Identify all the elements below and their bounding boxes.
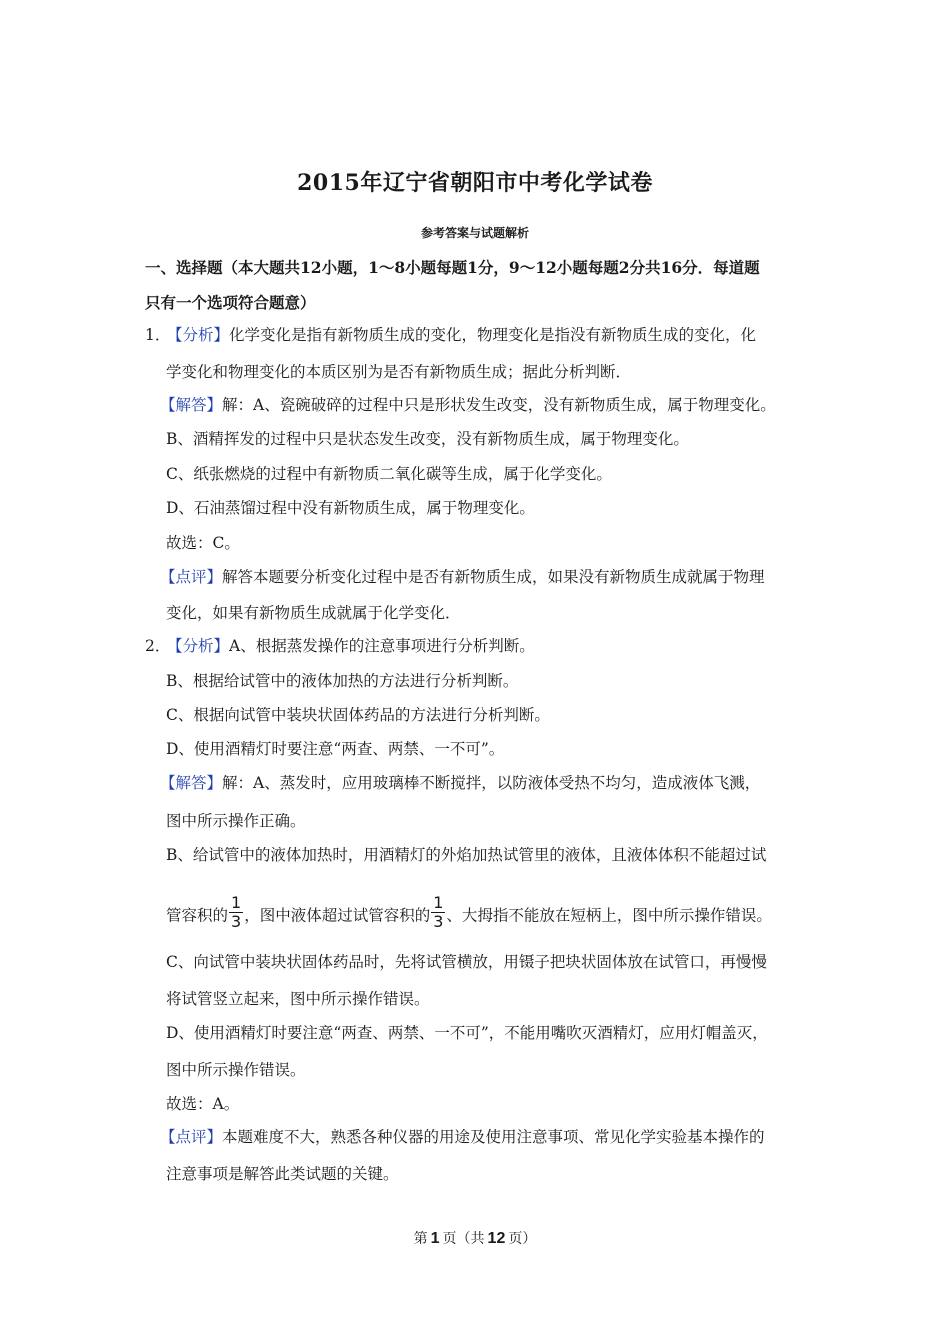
- q2-answer-b2: [166, 893, 772, 935]
- q1-answer-c: C、纸张燃烧的过程中有新物质二氧化碳等生成，属于化学变化。: [166, 465, 612, 483]
- q1-number: 1．: [145, 326, 171, 344]
- q1-analysis-text-1: 化学变化是指有新物质生成的变化，物理变化是指没有新物质生成的变化，化: [229, 326, 757, 344]
- q1-analysis-line1: [145, 324, 756, 346]
- fraction-numerator: 1: [433, 893, 444, 912]
- q1-comment-text-1: 解答本题要分析变化过程中是否有新物质生成，如果没有新物质生成就属于物理: [222, 568, 765, 586]
- comment-tag: 【点评】: [160, 568, 223, 586]
- q2-comment-text-1: 本题难度不大，熟悉各种仪器的用途及使用注意事项、常见化学实验基本操作的: [222, 1128, 765, 1146]
- fraction-denominator: 3: [231, 912, 242, 931]
- section-heading-line2: 只有一个选项符合题意）: [145, 293, 316, 312]
- q2-answer-a1: 解：A、蒸发时，应用玻璃棒不断搅拌，以防液体受热不均匀，造成液体飞溅，: [222, 774, 761, 792]
- footer-post: 页）: [508, 1231, 537, 1247]
- section-heading-line1: 一、选择题（本大题共12小题，1～8小题每题1分，9～12小题每题2分共16分．每道题: [145, 258, 760, 277]
- footer-total-pages: 12: [487, 1230, 506, 1247]
- fraction-denominator: 3: [433, 912, 444, 931]
- footer-mid: 页（共: [442, 1231, 485, 1247]
- q2-answer-line-a1: [160, 772, 760, 794]
- q2-answer-c2: 将试管竖立起来，图中所示操作错误。: [166, 990, 430, 1008]
- q1-answer-a: 解：A、瓷碗破碎的过程中只是形状发生改变，没有新物质生成，属于物理变化。: [222, 396, 776, 414]
- q1-comment-line1: [160, 566, 765, 588]
- q1-choice: 故选：C。: [166, 534, 240, 552]
- q1-answer-b: B、酒精挥发的过程中只是状态发生改变，没有新物质生成，属于物理变化。: [166, 430, 689, 448]
- page-title: 2015年辽宁省朝阳市中考化学试卷: [297, 170, 653, 196]
- q2-analysis-c: C、根据向试管中装块状固体药品的方法进行分析判断。: [166, 706, 550, 724]
- q2-answer-b2-post: 、大拇指不能放在短柄上，图中所示操作错误。: [446, 906, 772, 925]
- q2-comment-line1: [160, 1126, 765, 1148]
- q2-answer-c1: C、向试管中装块状固体药品时，先将试管横放，用镊子把块状固体放在试管口，再慢慢: [166, 953, 767, 971]
- comment-tag: 【点评】: [160, 1128, 223, 1146]
- q2-analysis-a: A、根据蒸发操作的注意事项进行分析判断。: [229, 637, 535, 655]
- fraction-one-third: [229, 894, 243, 931]
- page-footer: [0, 1228, 950, 1248]
- q2-answer-b2-mid: ，图中液体超过试管容积的: [244, 906, 431, 925]
- q2-choice: 故选：A。: [166, 1095, 240, 1113]
- q2-comment-line2: 注意事项是解答此类试题的关键。: [166, 1165, 399, 1183]
- q2-answer-d1: D、使用酒精灯时要注意“两查、两禁、一不可”，不能用嘴吹灭酒精灯，应用灯帽盖灭，: [166, 1024, 768, 1042]
- q2-analysis-d: D、使用酒精灯时要注意“两查、两禁、一不可”。: [166, 740, 505, 758]
- fraction-numerator: 1: [231, 893, 242, 912]
- fraction-one-third: [431, 894, 445, 931]
- analysis-tag: 【分析】: [167, 637, 230, 655]
- q2-answer-a2: 图中所示操作正确。: [166, 812, 306, 830]
- q1-comment-line2: 变化，如果有新物质生成就属于化学变化．: [166, 604, 461, 622]
- footer-page-number: 1: [430, 1230, 440, 1247]
- q1-analysis-line2: 学变化和物理变化的本质区别为是否有新物质生成；据此分析判断．: [166, 363, 632, 381]
- q1-answer-d: D、石油蒸馏过程中没有新物质生成，属于物理变化。: [166, 499, 535, 517]
- q2-answer-b2-pre: 管容积的: [166, 906, 229, 925]
- q2-analysis-line-a: [145, 635, 535, 657]
- q2-number: 2．: [145, 637, 171, 655]
- q2-analysis-b: B、根据给试管中的液体加热的方法进行分析判断。: [166, 672, 519, 690]
- q2-answer-b1: B、给试管中的液体加热时，用酒精灯的外焰加热试管里的液体，且液体体积不能超过试: [166, 846, 767, 864]
- answer-tag: 【解答】: [160, 396, 223, 414]
- answer-tag: 【解答】: [160, 774, 223, 792]
- q2-answer-d2: 图中所示操作错误。: [166, 1061, 306, 1079]
- page-subtitle: 参考答案与试题解析: [420, 226, 529, 240]
- analysis-tag: 【分析】: [167, 326, 230, 344]
- q1-answer-line-a: [160, 394, 776, 416]
- footer-pre: 第: [413, 1231, 428, 1247]
